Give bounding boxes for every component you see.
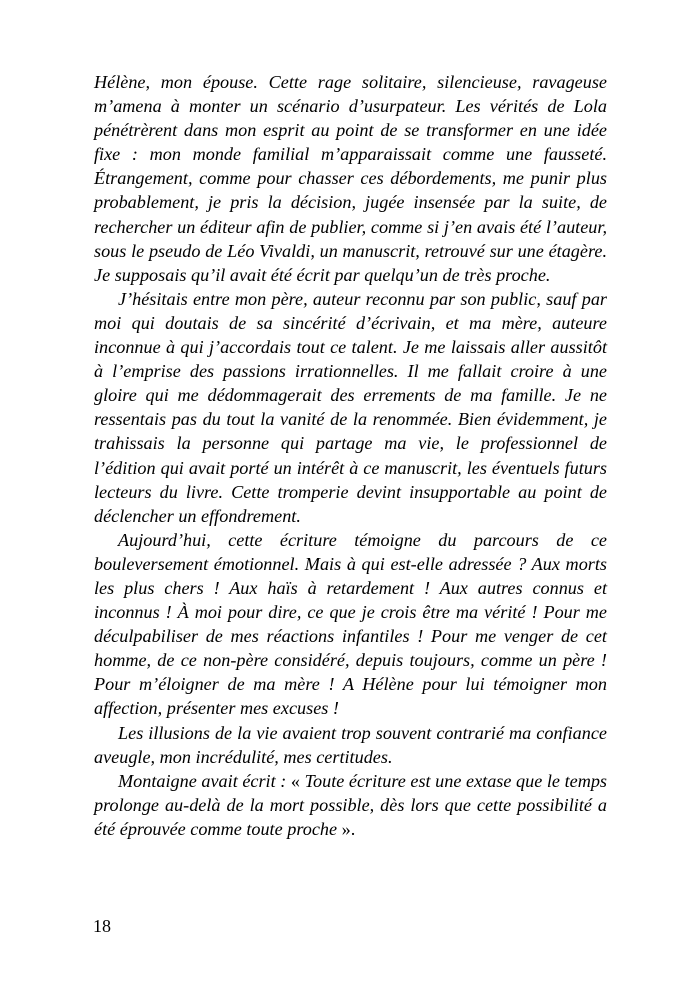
montaigne-quote: Toute écriture est une extase que le temps prolonge au-delà de la mort possible, dès lors que cette possibilité a été éprouvée comme toute proche [94,770,607,839]
paragraph-3: Aujourd’hui, cette écriture témoigne du parcours de ce bouleversement émotionnel. Mais à qui est-elle adressée ? Aux morts les plus chers ! Aux haïs à retardement ! Aux autres connus et inconnus ! À moi pour dire, ce que je crois être ma vérité ! Pour me déculpabiliser de mes réactions infantiles ! Pour me venger de cet homme, de ce non-père considéré, depuis toujours, comme un père ! Pour m’éloigner de ma mère ! A Hélène pour lui témoigner mon affection, présenter mes excuses ! [94,529,607,719]
page-number: 18 [93,916,111,936]
paragraph-1: Hélène, mon épouse. Cette rage solitaire, silencieuse, ravageuse m’amena à monter un scénario d’usurpateur. Les vérités de Lola pénétrèrent dans mon esprit au point de se transformer en une idée fixe : mon monde familial m’apparaissait comme une fausseté. Étrangement, comme pour chasser ces débordements, me punir plus probablement, je pris la décision, jugée insensée par la suite, de rechercher un éditeur afin de publier, comme si j’en avais été l’auteur, sous le pseudo de Léo Vivaldi, un manuscrit, retrouvé sur une étagère. Je supposais qu’il avait été écrit par quelqu’un de très proche. [94,72,607,285]
paragraph-5 [94,769,607,841]
open-quote-mark: « [290,770,305,791]
paragraph-2: J’hésitais entre mon père, auteur reconnu par son public, sauf par moi qui doutais de sa sincérité d’écrivain, et ma mère, auteure inconnue à qui j’accordais tout ce talent. Je me laissais aller aussitôt à l’emprise des passions irrationnelles. Il me fallait croire à une gloire qui me dédommagerait des errements de ma famille. Je ne ressentais pas du tout la vanité de la renommée. Bien évidemment, je trahissais la personne qui partage ma vie, le professionnel de l’édition qui avait porté un intérêt à ce manuscrit, les éventuels futurs lecteurs du livre. Cette tromperie devint insupportable au point de déclencher un effondrement. [94,288,607,526]
close-quote-mark: ». [337,818,356,839]
body-text [94,70,607,841]
quote-lead: Montaigne avait écrit : [118,770,291,791]
paragraph-4: Les illusions de la vie avaient trop souvent contrarié ma confiance aveugle, mon incrédulité, mes certitudes. [94,722,607,767]
